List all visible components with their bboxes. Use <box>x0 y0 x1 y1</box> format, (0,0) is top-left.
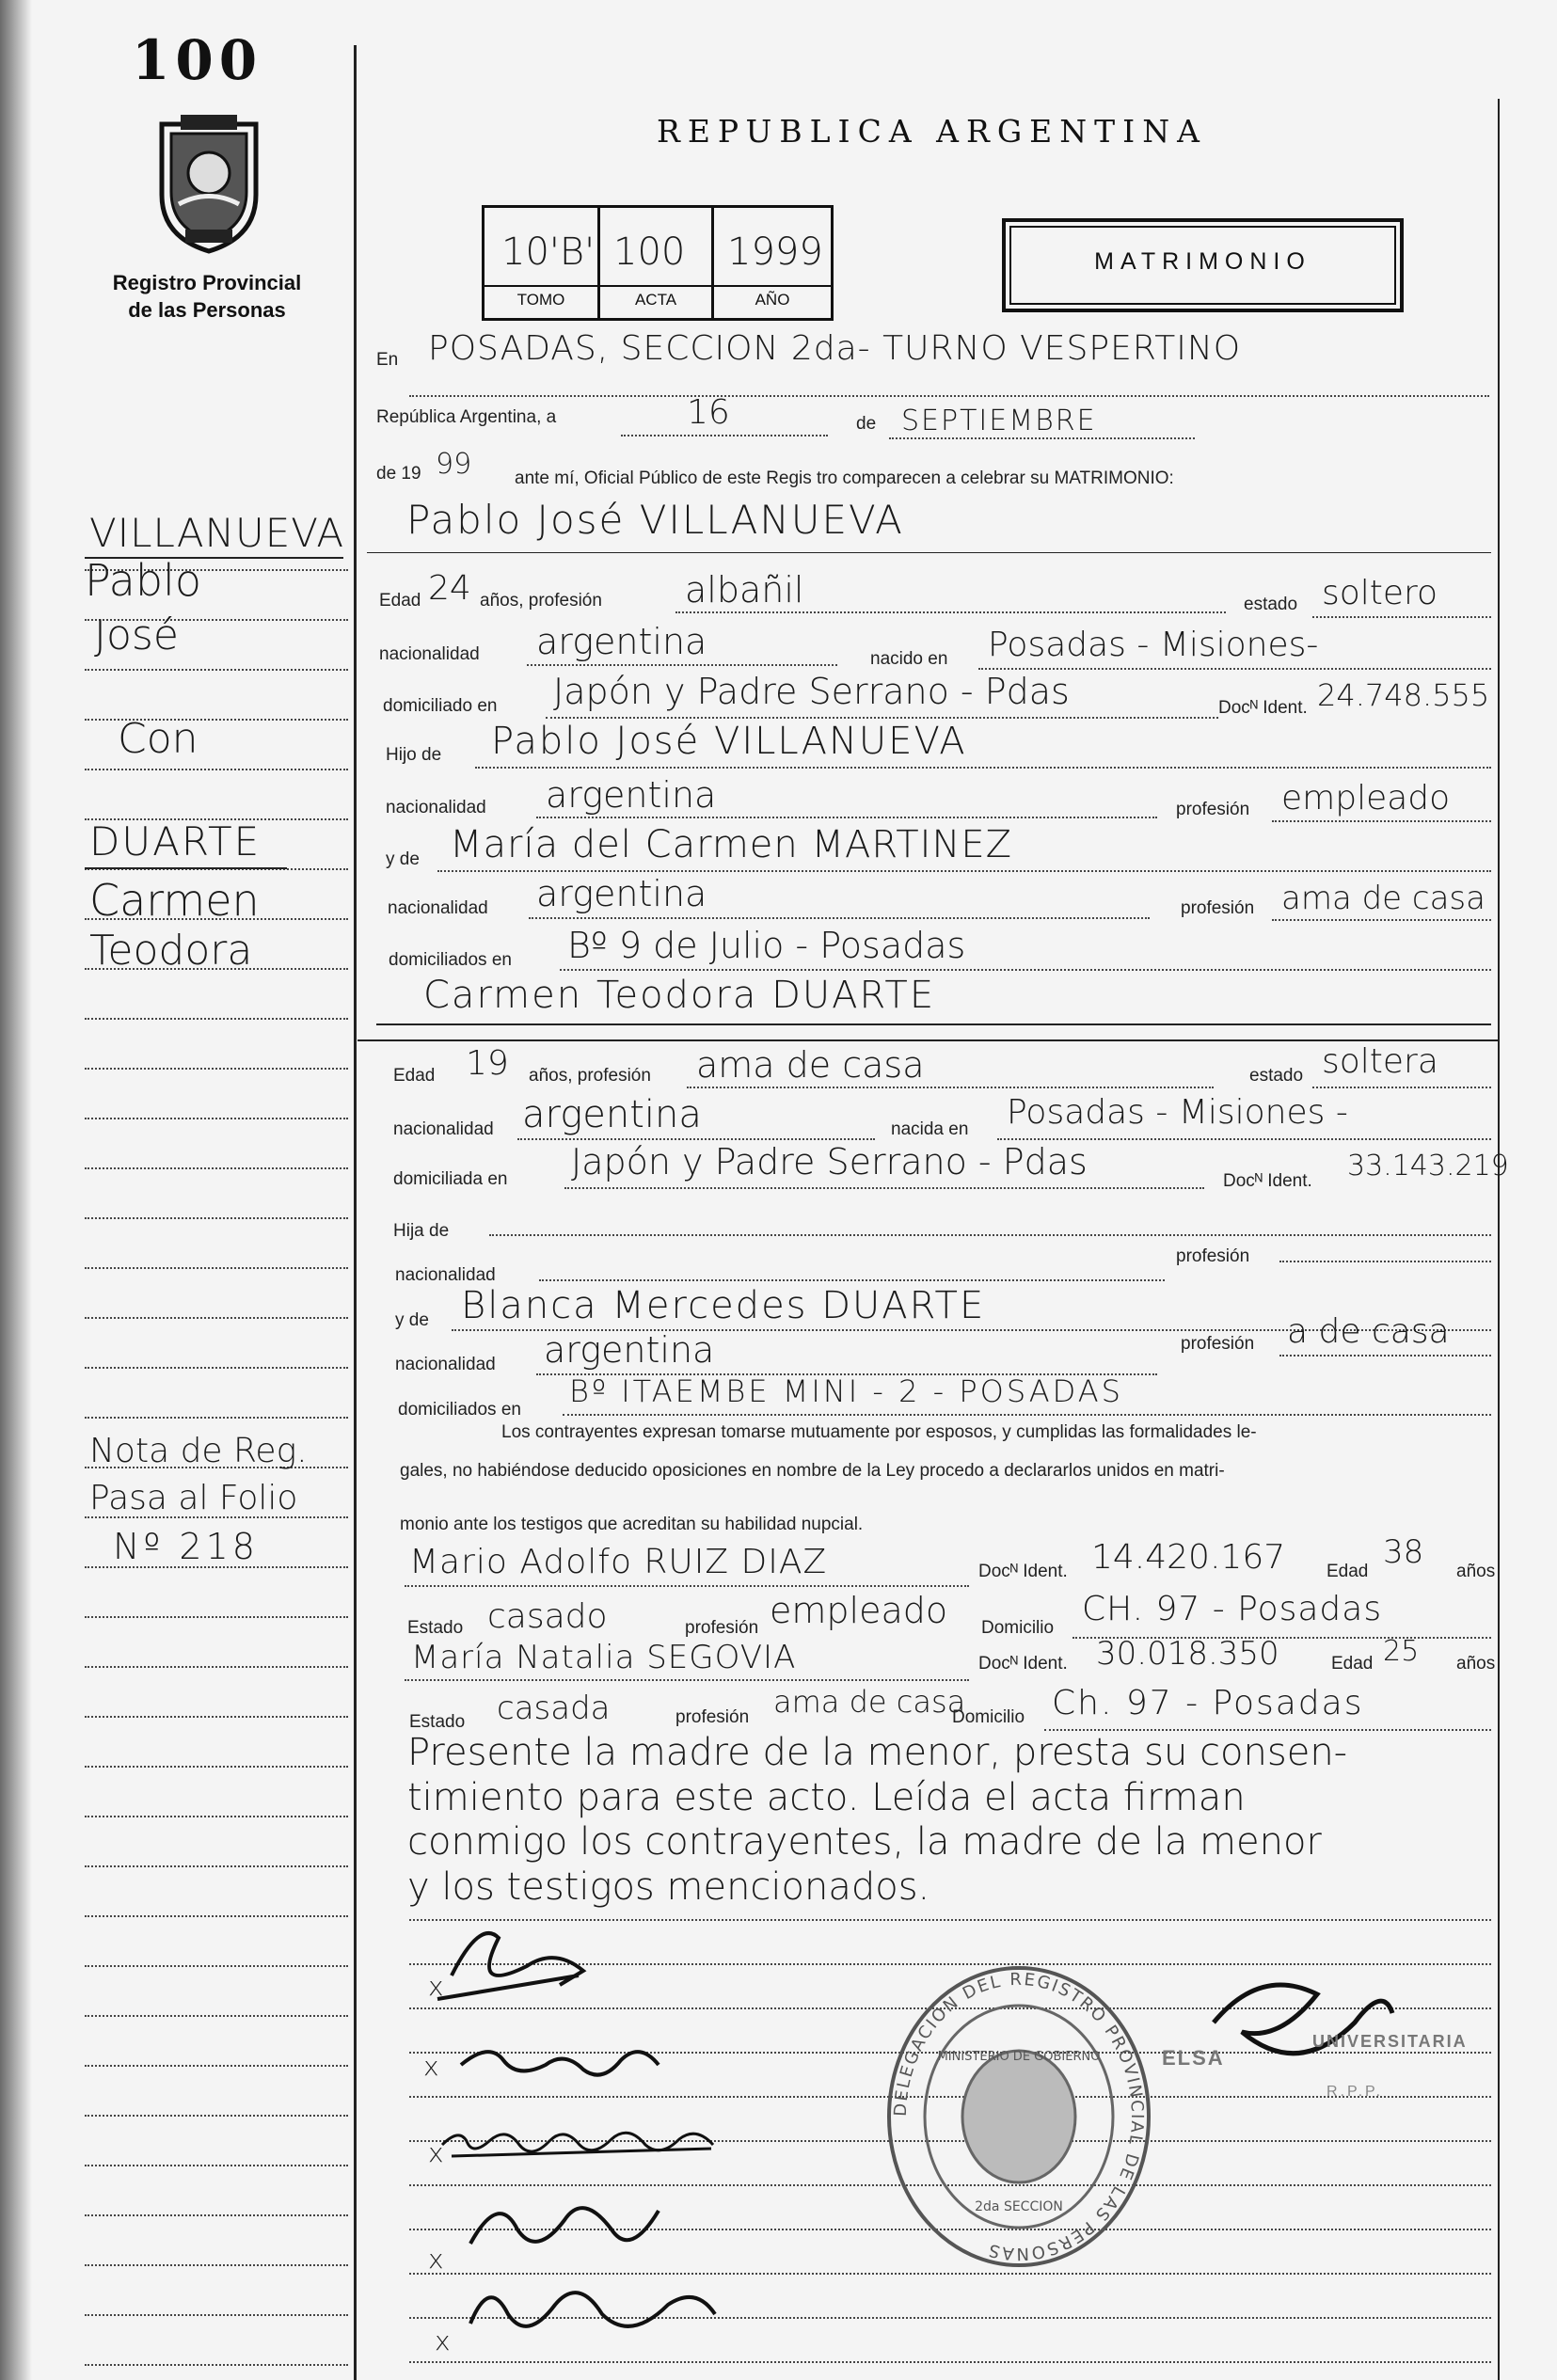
margin-groom-surname: VILLANUEVA <box>89 510 345 556</box>
groom-mother-nac-line <box>529 917 1150 919</box>
groom-mother-nac: argentina <box>536 873 707 914</box>
bride-anos-profesion-label: años, profesión <box>529 1066 651 1086</box>
margin-bride-surname-underline <box>85 867 287 869</box>
official-stamp-line-3: R.P.P. <box>1327 2084 1384 2100</box>
intro-day: 16 <box>687 393 730 432</box>
groom-edad-label: Edad <box>379 591 421 611</box>
official-stamp-line-1: ELSA <box>1162 2046 1225 2070</box>
signature-mark-2: x <box>423 2051 439 2082</box>
witness1-domicilio-label: Domicilio <box>981 1618 1055 1638</box>
bride-edad: 19 <box>466 1044 509 1083</box>
intro-month-line <box>889 437 1195 439</box>
witness1-profesion: empleado <box>770 1590 948 1631</box>
witness2-name: María Natalia SEGOVIA <box>411 1639 797 1676</box>
bride-estado-label: estado <box>1249 1066 1304 1086</box>
intro-day-line <box>621 435 828 436</box>
mother-signature-graphic <box>442 2133 713 2156</box>
bride-domiciliada-label: domiciliada en <box>393 1169 508 1189</box>
margin-note-line-1: Nota de Reg. <box>89 1432 308 1470</box>
groom-mother-prof-line <box>1272 919 1491 921</box>
groom-mother-prof: ama de casa <box>1281 880 1486 917</box>
bride-father-prof-line <box>1279 1261 1491 1262</box>
bride-name: Carmen Teodora DUARTE <box>423 974 936 1017</box>
margin-ruled-line <box>85 1915 348 1917</box>
bride-profesion-line <box>687 1087 1214 1088</box>
groom-profesion: albañil <box>685 569 804 611</box>
groom-father-prof-label: profesión <box>1176 800 1250 819</box>
bride-doc: 33.143.219 <box>1347 1150 1509 1182</box>
groom-yde-label: y de <box>386 849 420 869</box>
margin-ruled-line <box>85 1317 348 1319</box>
groom-nacionalidad: argentina <box>536 621 707 662</box>
margin-ruled-line <box>85 2214 348 2216</box>
record-number-boxes <box>482 205 834 321</box>
groom-domicilio-line <box>546 717 1218 719</box>
bride-estado: soltera <box>1322 1042 1438 1081</box>
bride-parents-dom-label: domiciliados en <box>398 1400 521 1420</box>
margin-ruled-line <box>85 2165 348 2166</box>
groom-estado-line <box>1312 616 1491 618</box>
margin-ruled-line <box>85 1865 348 1867</box>
signature-mark-1: x <box>428 1971 444 2002</box>
bride-nacionalidad: argentina <box>522 1093 702 1136</box>
groom-father-nac-line <box>536 817 1157 818</box>
en-label: En <box>376 350 399 370</box>
witness2-profesion: ama de casa <box>773 1684 966 1720</box>
seal-section-text: 2da SECCION <box>975 2199 1063 2214</box>
groom-nacido: Posadas - Misiones- <box>988 626 1319 664</box>
witness1-profesion-label: profesión <box>685 1618 759 1638</box>
margin-ruled-line <box>85 1965 348 1967</box>
groom-mother-nac-label: nacionalidad <box>388 898 488 918</box>
bride-nacionalidad-line <box>517 1138 875 1140</box>
bride-mother-prof-line <box>1279 1355 1491 1357</box>
margin-ruled-line <box>85 2264 348 2266</box>
groom-nacido-line <box>978 668 1491 670</box>
witness1-name-line <box>405 1585 969 1587</box>
groom-parents-dom: Bº 9 de Julio - Posadas <box>567 925 966 966</box>
right-border-line <box>1498 99 1500 2380</box>
witness2-domicilio: Ch. 97 - Posadas <box>1052 1684 1364 1722</box>
binding-shadow <box>0 0 32 2380</box>
margin-ruled-line <box>85 1666 348 1668</box>
bride-doc-label: Docᴺ Ident. <box>1223 1171 1312 1191</box>
bride-mother-nac-label: nacionalidad <box>395 1355 496 1374</box>
margin-ruled-line <box>85 1068 348 1070</box>
closing-note-line-1: Presente la madre de la menor, presta su consen- <box>407 1731 1348 1774</box>
intro-de-label: de <box>856 414 877 434</box>
witness2-doc-label: Docᴺ Ident. <box>978 1654 1068 1674</box>
margin-ruled-line <box>85 1766 348 1768</box>
groom-father-nac-label: nacionalidad <box>386 798 486 817</box>
margin-ruled-line <box>85 1417 348 1419</box>
groom-domiciliado-label: domiciliado en <box>383 696 498 716</box>
groom-domicilio: Japón y Padre Serrano - Pdas <box>553 671 1070 712</box>
witness1-edad-label: Edad <box>1327 1562 1369 1581</box>
page-number: 100 <box>132 28 263 92</box>
bride-father-prof-label: profesión <box>1176 1246 1250 1266</box>
tomo-label: TOMO <box>485 285 597 309</box>
bride-nacida-label: nacida en <box>891 1119 969 1139</box>
closing-note-line-2: timiento para este acto. Leída el acta firman <box>407 1776 1246 1819</box>
groom-signature <box>437 1933 583 1999</box>
groom-anos-profesion-label: años, profesión <box>480 591 602 611</box>
groom-father-prof: empleado <box>1281 779 1451 817</box>
provincial-coat-of-arms-logo <box>134 105 284 256</box>
witness1-estado: casado <box>487 1597 608 1636</box>
bride-nacida-line <box>997 1138 1491 1140</box>
margin-bride-surname: DUARTE <box>89 818 262 865</box>
document-title: REPUBLICA ARGENTINA <box>657 113 1207 150</box>
margin-ruled-line <box>85 2364 348 2366</box>
margin-ruled-line <box>85 1367 348 1369</box>
groom-parents-dom-line <box>560 969 1491 971</box>
groom-edad: 24 <box>428 569 471 608</box>
margin-conjunction: Con <box>118 715 199 763</box>
groom-hijo-label: Hijo de <box>386 745 442 765</box>
margin-ruled-line <box>85 1816 348 1817</box>
witness1-edad: 38 <box>1383 1533 1424 1571</box>
bride-father-nac-label: nacionalidad <box>395 1265 496 1285</box>
tomo-value: 10'B' <box>501 230 596 274</box>
bride-estado-line <box>1312 1087 1491 1088</box>
bride-domicilio: Japón y Padre Serrano - Pdas <box>571 1141 1088 1182</box>
groom-father-line <box>475 767 1491 769</box>
seal-inner-text: MINISTERIO DE GOBIERNO <box>937 2050 1101 2064</box>
groom-profesion-line <box>675 611 1226 613</box>
signature-mark-3: x <box>428 2137 444 2168</box>
bride-domicilio-line <box>564 1187 1204 1189</box>
closing-note-line-3: conmigo los contrayentes, la madre de la menor <box>407 1820 1322 1864</box>
margin-ruled-line <box>85 1217 348 1219</box>
witness2-estado-label: Estado <box>409 1712 466 1732</box>
acta-box <box>600 208 714 318</box>
witness1-doc: 14.420.167 <box>1091 1538 1286 1577</box>
witness1-signature <box>470 2208 659 2244</box>
bride-nacida: Posadas - Misiones - <box>1007 1093 1348 1132</box>
groom-estado-label: estado <box>1244 595 1298 614</box>
declaration-line-1: Los contrayentes expresan tomarse mutuamente por esposos, y cumplidas las formalidades le- <box>501 1422 1257 1442</box>
groom-father-prof-line <box>1272 820 1491 822</box>
margin-ruled-line <box>85 2314 348 2316</box>
bride-name-line <box>376 1023 1491 1025</box>
groom-parents-dom-label: domiciliados en <box>389 950 512 970</box>
ano-value: 1999 <box>727 230 823 274</box>
margin-ruled-line <box>85 2115 348 2117</box>
ano-box <box>714 208 831 318</box>
groom-name: Pablo José VILLANUEVA <box>406 497 904 543</box>
margin-ruled-line <box>85 2015 348 2017</box>
bride-nacionalidad-label: nacionalidad <box>393 1119 494 1139</box>
groom-father-nac: argentina <box>546 774 717 816</box>
groom-mother-line <box>437 870 1491 872</box>
margin-ruled-line <box>85 1716 348 1718</box>
signature-mark-4: x <box>428 2244 444 2275</box>
bride-parents-dom: Bº ITAEMBE MINI - 2 - POSADAS <box>569 1373 1123 1409</box>
bride-section-divider <box>357 1039 1498 1041</box>
ano-label: AÑO <box>714 285 831 309</box>
margin-bride-given-1: Carmen <box>89 875 260 926</box>
bride-father-nac-line <box>539 1279 1165 1281</box>
closing-note-line-4: y los testigos mencionados. <box>407 1865 930 1909</box>
signature-mark-5: x <box>435 2325 451 2356</box>
official-stamp-line-2: UNIVERSITARIA <box>1312 2032 1468 2051</box>
witness2-profesion-label: profesión <box>675 1707 750 1727</box>
groom-name-line <box>367 552 1491 553</box>
republica-label: República Argentina, a <box>376 407 557 427</box>
appear-text: ante mí, Oficial Público de este Regis tro comparecen a celebrar su MATRIMONIO: <box>515 468 1174 488</box>
bride-mother-prof: a de casa <box>1287 1312 1450 1351</box>
witness2-signature <box>470 2293 715 2326</box>
registry-name: Registro Provincial de las Personas <box>112 271 302 322</box>
margin-ruled-line <box>85 769 348 770</box>
margin-groom-given-1: Pablo <box>85 555 201 606</box>
groom-doc-label: Docᴺ Ident. <box>1218 698 1308 718</box>
bride-parents-dom-line <box>563 1414 1491 1416</box>
margin-ruled-line <box>85 2065 348 2067</box>
tomo-box <box>485 208 600 318</box>
record-type-box <box>1002 218 1404 312</box>
bride-father-line <box>489 1234 1491 1236</box>
groom-nacionalidad-label: nacionalidad <box>379 644 480 664</box>
groom-doc: 24.748.555 <box>1317 677 1490 713</box>
margin-ruled-line <box>85 1167 348 1169</box>
declaration-line-3: monio ante los testigos que acreditan su habilidad nupcial. <box>400 1515 864 1534</box>
groom-father: Pablo José VILLANUEVA <box>491 720 967 763</box>
record-type: MATRIMONIO <box>1094 248 1311 275</box>
margin-ruled-line <box>85 1616 348 1618</box>
witness2-edad: 25 <box>1383 1635 1420 1668</box>
year-prefix: de 19 <box>376 464 421 484</box>
margin-ruled-line <box>85 669 348 671</box>
bride-yde-label: y de <box>395 1310 429 1330</box>
witness1-name: Mario Adolfo RUIZ DIAZ <box>409 1543 828 1581</box>
groom-mother-prof-label: profesión <box>1181 898 1255 918</box>
acta-label: ACTA <box>600 285 711 309</box>
margin-note-line-2: Pasa al Folio <box>89 1479 298 1517</box>
intro-month: SEPTIEMBRE <box>901 405 1097 437</box>
margin-ruled-line <box>85 1018 348 1020</box>
acta-value: 100 <box>613 230 686 274</box>
bride-mother-prof-label: profesión <box>1181 1334 1255 1354</box>
witness2-estado: casada <box>497 1690 611 1727</box>
bride-edad-label: Edad <box>393 1066 436 1086</box>
witness2-doc: 30.018.350 <box>1096 1635 1279 1673</box>
bride-mother: Blanca Mercedes DUARTE <box>461 1284 986 1327</box>
groom-estado: soltero <box>1322 574 1438 612</box>
witness1-estado-label: Estado <box>407 1618 464 1638</box>
margin-note-line-3: Nº 218 <box>113 1526 259 1567</box>
seal-ring-text: DELEGACION DEL REGISTRO PROVINCIAL DE LAS PERSONAS <box>890 1969 1148 2264</box>
bride-mother-nac: argentina <box>544 1329 715 1371</box>
witness1-anos-label: años <box>1456 1562 1496 1581</box>
registry-seal-stamp <box>882 1961 1155 2272</box>
groom-nacido-label: nacido en <box>870 649 948 669</box>
witness2-name-line <box>405 1679 969 1681</box>
bride-hija-label: Hija de <box>393 1221 450 1241</box>
intro-place-line <box>409 395 1489 397</box>
witness1-doc-label: Docᴺ Ident. <box>978 1562 1068 1581</box>
witness2-edad-label: Edad <box>1331 1654 1374 1674</box>
margin-ruled-line <box>85 1267 348 1269</box>
declaration-line-2: gales, no habiéndose deducido oposiciones en nombre de la Ley procedo a declararlos unidos en matri- <box>400 1461 1225 1481</box>
margin-bride-given-2: Teodora <box>89 927 253 975</box>
margin-divider-line <box>354 45 357 2380</box>
witness2-anos-label: años <box>1456 1654 1496 1674</box>
groom-mother: María del Carmen MARTINEZ <box>450 823 1013 866</box>
witness1-domicilio: CH. 97 - Posadas <box>1082 1590 1383 1628</box>
witness2-domicilio-label: Domicilio <box>952 1707 1025 1727</box>
margin-ruled-line <box>85 1118 348 1119</box>
year-suffix: 99 <box>436 448 472 481</box>
groom-nacionalidad-line <box>527 664 837 666</box>
margin-groom-given-2: José <box>94 611 179 659</box>
intro-place: POSADAS, SECCION 2da- TURNO VESPERTINO <box>428 329 1242 368</box>
bride-signature <box>461 2052 659 2075</box>
bride-profesion: ama de casa <box>696 1044 925 1086</box>
